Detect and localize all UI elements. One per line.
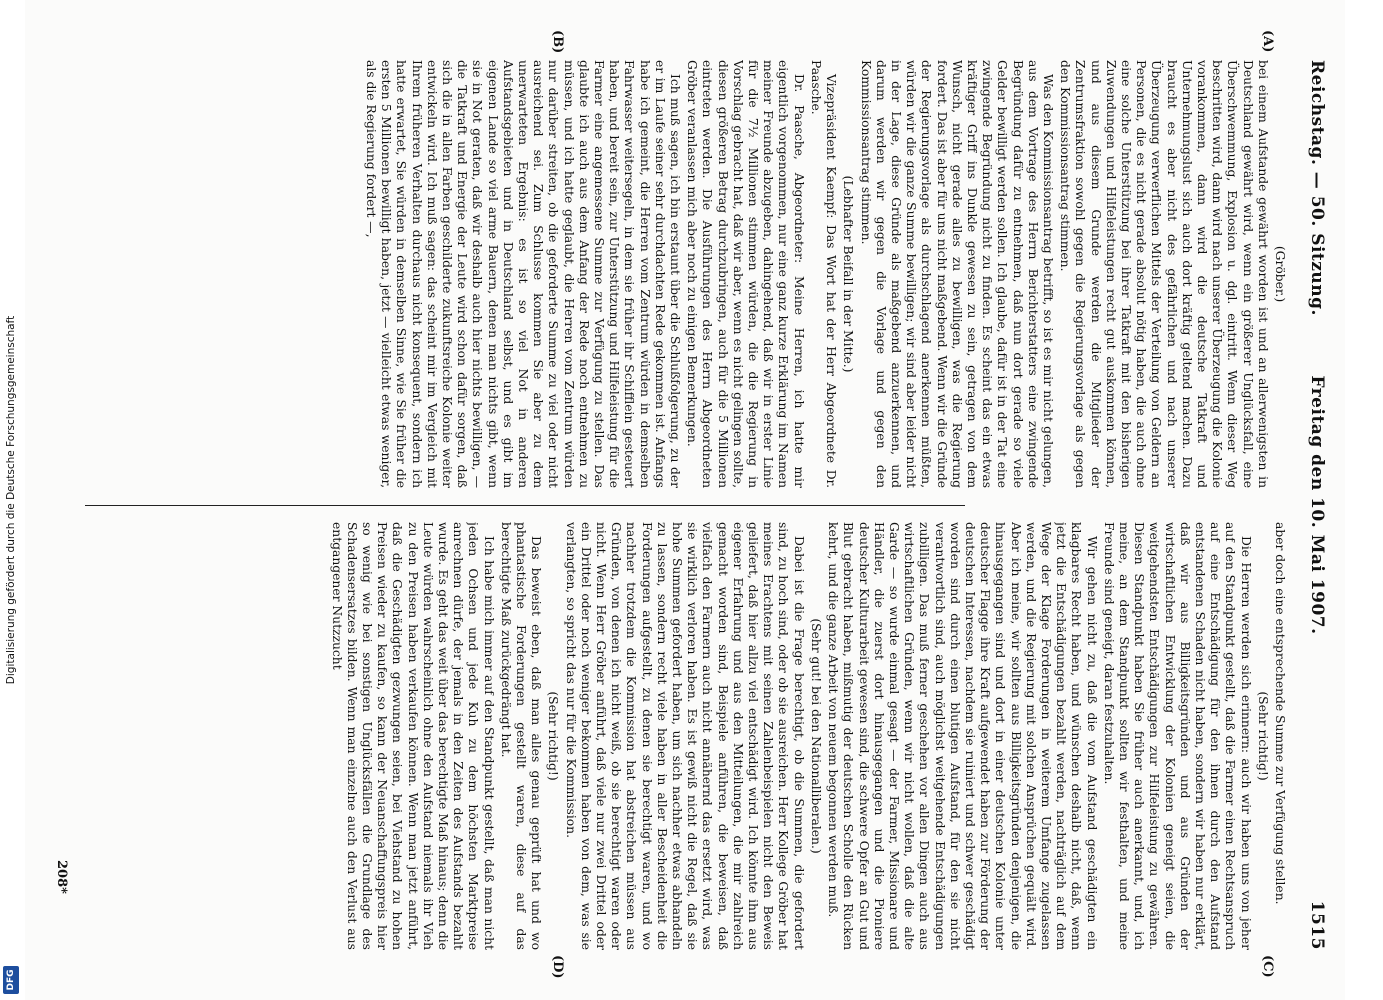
margin-marker-d: (D) — [550, 955, 565, 979]
interjection: (Sehr richtig!) — [546, 691, 561, 781]
scanned-page — [25, 0, 1345, 1000]
speaker-label: (Gröber.) — [1273, 245, 1287, 303]
dfg-logo — [3, 966, 19, 994]
left-text-column — [82, 60, 1287, 488]
header-page-number: 1515 — [1307, 900, 1327, 950]
right-text-column — [82, 522, 1287, 950]
page-header — [1301, 60, 1327, 950]
margin-marker-a: (A) — [1260, 30, 1275, 53]
paragraph: Vizepräsident Kaempf: Das Wort hat der Herr Abgeordnete Dr. Paasche. — [808, 60, 839, 488]
paragraph: Ich habe mich immer auf den Standpunkt gestellt, daß man nicht jeden Ochsen und jede Kuh zu dem höchsten Marktpreise anrechnen dürfe, der jemals in den Zeiten des Aufstands bezahlt wurde. Es geht das weit über das berechtigte Maß hinaus; denn die Leute würden wahrscheinlich ohne den Aufstand niemals ihr Vieh zu den Preisen haben verkaufen können. Wenn man jetzt anführt, daß die Geschädigten gezwungen seien, bei Viehstand zu hohen Preisen wieder zu kaufen, so kann der Neuanschaffungspreis hier so wenig wie bei sonstigen Unglücksfällen die Grundlage des Schadensersatzes bilden. Wenn man einzelne auch den Verlust aus entgangener Nutzzucht — [329, 522, 496, 950]
dfg-logo-text: DFG — [6, 969, 16, 991]
sheet-signature: 208* — [54, 860, 69, 894]
digitization-credit-sidebar — [0, 0, 22, 1000]
margin-marker-c: (C) — [1260, 955, 1275, 978]
paragraph: Die Herren werden sich erinnern: auch wir haben uns von jeher auf den Standpunkt gestellt, daß die Farmer einen Rechtsanspruch auf eine Entschädigung für den ihnen durch den Aufstand entstandenen Schaden nicht haben, sondern wir haben nur erklärt, daß wir aus Billigkeitsgründen und aus Gründen der wirtschaftlichen Entwicklung der Kolonien geneigt seien, die weitgehendsten Entschädigungen zur Hilfeleistung zu gewähren. Diesen Standpunkt haben Sie früher auch anerkannt, und, ich meine, an dem Standpunkt sollten wir festhalten, und meine Freunde sind geneigt, daran festzuhalten. — [1101, 522, 1253, 950]
digitization-credit-text: Digitalisierung gefördert durch die Deutsche Forschungsgemeinschaft — [5, 315, 17, 685]
paragraph: bei einem Aufstande gewährt worden ist und an allerwenigsten in Deutschland gewährt wird, wenn ein größerer Unglücksfall, eine Überschwemmung, Explosion u. dgl. eintritt. Wenn dieser Weg beschritten wird, dann wird nach unserer Überzeugung die Kolonie vorankommen, dann wird die deutsche Tatkraft und Unternehmungslust sich auch dort kräftig geltend machen. Dazu braucht es aber nicht des gefährlichen und nach unserer Überzeugung verwerflichen Mittels der Verteilung von Geldern an Personen, die es nicht gerade absolut nötig haben, die auch ohne eine solche Unterstützung bei ihrer Tatkraft mit den bisherigen Zuwendungen und Hilfeleistungen recht gut auskommen können, und aus diesem Grunde werden die Mitglieder der Zentrumsfraktion sowohl gegen die Regierungsvorlage als gegen den Kommissionsantrag stimmen. — [1058, 60, 1270, 488]
column-divider — [85, 505, 965, 506]
header-date: Freitag den 10. Mai 1907. — [1307, 375, 1327, 635]
paragraph: Was den Kommissionsantrag betrifft, so ist es mir nicht gelungen, aus dem Vortrage des Herrn Berichterstatters eine zwingende Begründung dafür zu entnehmen, daß nun dort gerade so viele Gelder bewilligt werden sollen. Ich glaube, dafür ist in der Tat eine zwingende Begründung nicht zu finden. Es scheint das ein etwas kräftiger Griff ins Dunkle gewesen zu sein, getragen von dem Wunsch, nicht gerade alles zu bewilligen, was die Regierung fordert. Das ist aber für uns nicht maßgebend. Wenn wir die Gründe der Regierungsvorlage als durchschlagend anerkennen müßten, würden wir die ganze Summe bewilligen; wir sind aber leider nicht in der Lage, diese Gründe als maßgebend anzuerkennen, und darum werden wir gegen die Vorlage und gegen den Kommissionsantrag stimmen. — [858, 60, 1055, 488]
paragraph: Dabei ist die Frage berechtigt, ob die Summen, die gefordert sind, zu hoch sind, oder ob sie ausreichen. Herr Kollege Gröber hat meines Erachtens mit seinen Zahlenbeispielen nicht den Beweis geliefert, daß hier allzu viel entschädigt wird. Ich könnte ihm aus eigener Erfahrung und aus den Mitteilungen, die mir zahlreich gemacht worden sind, Beispiele anführen, die beweisen, daß vielfach den Farmern auch nicht annähernd das ersetzt wird, was sie wirklich verloren haben. Es ist gewiß nicht die Regel, daß sie hohe Summen gefordert haben, um sich nachher etwas abhandeln zu lassen, sondern recht viele haben in aller Bescheidenheit die Forderungen aufgestellt, zu denen sie berechtigt waren, und wo nachher trotzdem die Kommission hat abstreichen müssen aus Gründen, von denen ich nicht weiß, ob sie berechtigt waren oder nicht. Wenn Herr Gröber anführt, daß viele nur zwei Drittel oder ein Drittel oder noch weniger bekommen haben von dem, was sie verlangten, so spricht das nur für die Kommission. — [563, 522, 806, 950]
interjection: (Sehr gut! bei den Nationalliberalen.) — [808, 618, 823, 854]
paragraph: Ich muß sagen, ich bin erstaunt über die Schlußfolgerung, zu der er im Laufe seiner sehr durchdachten Rede gekommen ist. Anfangs habe ich gemeint, die Herren vom Zentrum würden in demselben Fahrwasser weitersegeln, in dem sie früher ihr Schifflein gesteuert haben, und bereit sein, zur Unterstützung und Hilfeleistung für die Farmer eine angemessene Summe zur Verfügung zu stellen. Das glaubte ich auch aus dem Anfang der Rede noch entnehmen zu müssen, und ich hatte geglaubt, die Herren vom Zentrum würden nur darüber streiten, ob die geforderte Summe zu viel oder nicht ausreichend sei. Zum Schlusse kommen Sie aber zu dem unerwarteten Ergebnis: es ist so viel Not in anderen Aufstandsgebieten und in Deutschland selbst, und es gibt im eigenen Lande so viel arme Bauern, denen man nichts gibt, wenn sie in Not geraten, daß wir deshalb auch hier nichts bewilligen, — die Tatkraft und Energie der Leute wird schon dafür sorgen, daß sich die in allen Farben geschilderte zukunftsreiche Kolonie weiter entwickeln wird. Ich muß sagen: das scheint mir im Vergleich mit Ihrem früheren Verhalten durchaus nicht konsequent, sondern ich hatte erwartet, Sie würden in demselben Sinne, wie Sie früher die ersten 5 Millionen bewilligt haben, jetzt — vielleicht etwas weniger, als die Regierung fordert —, — [364, 60, 683, 488]
applause-note: (Lebhafter Beifall in der Mitte.) — [841, 175, 856, 373]
interjection: (Sehr richtig!) — [1255, 691, 1270, 781]
paragraph: Das beweist eben, daß man alles genau geprüft hat und wo phantastische Forderungen gestellt waren, diese auf das berechtigte Maß zurückgedrängt hat. — [498, 522, 544, 950]
header-session: Reichstag. — 50. Sitzung. — [1307, 60, 1327, 316]
paragraph: Wir gehen nicht zu, daß die vom Aufstand geschädigten ein klagbares Recht haben, und wünschen deshalb nicht, daß, wenn jetzt die Entschädigungen bezahlt werden, nachträglich auf dem Wege der Klage Forderungen in weiterem Umfange zugelassen werden, und die Regierung mit solchen Ansprüchen gequält wird. Aber ich meine, wir sollten aus Billigkeitsgründen denjenigen, die hinausgegangen sind und dort in einer deutschen Kolonie unter deutscher Flagge ihre Kraft aufgewendet haben zur Förderung der deutschen Interessen, nachdem sie ruiniert und schwer geschädigt worden sind durch einen blutigen Aufstand, für den sie nicht verantwortlich sind, auch möglichst weitgehende Entschädigungen zubilligen. Das muß ferner geschehen vor allen Dingen auch aus wirtschaftlichen Gründen, wenn wir nicht wollen, daß die alte Garde — so wurde einmal gesagt — der Farmer, Missionare und Händler, die zuerst dort hinausgegangen und die Pioniere deutscher Kulturarbeit gewesen sind, die schwere Opfer an Gut und Blut gebracht haben, mißmutig der deutschen Scholle den Rücken kehrt, und die ganze Arbeit von neuem begonnen werden muß. — [826, 522, 1099, 950]
paragraph: aber doch eine entsprechende Summe zur Verfügung stellen. — [1273, 522, 1287, 905]
margin-marker-b: (B) — [550, 30, 565, 54]
paragraph: Dr. Paasche, Abgeordneter: Meine Herren, ich hatte mir eigentlich vorgenommen, nur eine ganz kurze Erklärung im Namen meiner Freunde abzugeben, dahingehend, daß wir in erster Linie für die 7½ Millionen stimmen würden, die die Regierung in Vorschlag gebracht hat, daß wir aber, wenn es nicht gelingen sollte, diesen größeren Betrag durchzubringen, auch für die 5 Millionen eintreten werden. Die Ausführungen des Herrn Abgeordneten Gröber veranlassen mich aber noch zu einigen Bemerkungen. — [685, 60, 806, 488]
